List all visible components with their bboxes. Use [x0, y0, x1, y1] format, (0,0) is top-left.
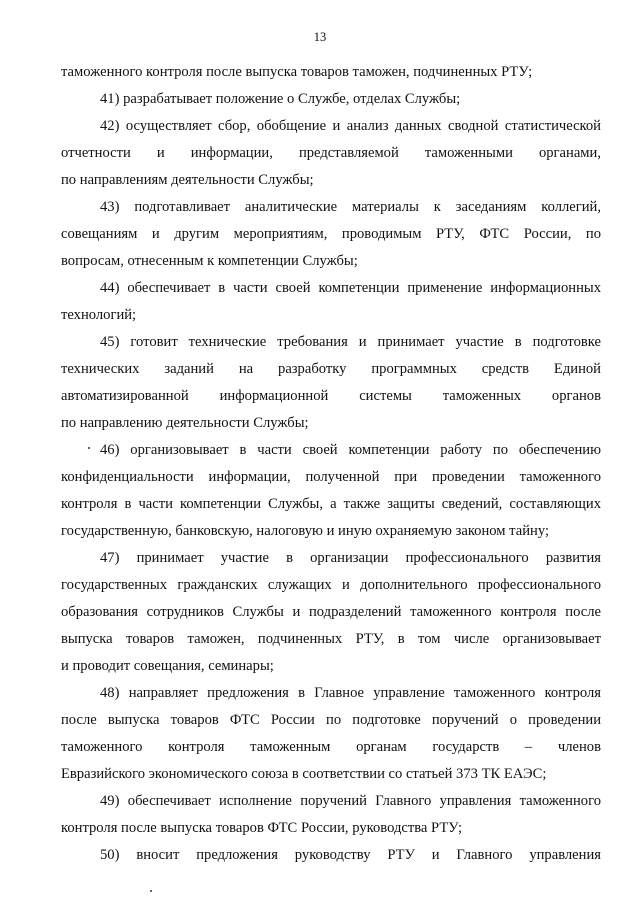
text-line: автоматизированной информационной системы таможенных органов: [61, 388, 601, 404]
item-41-line: 41) разрабатывает положение о Службе, отделах Службы;: [100, 91, 461, 107]
text-line: таможенного контроля таможенным органам государств – членов: [61, 739, 601, 755]
text-line: выпуска товаров таможен, подчиненных РТУ, в том числе организовывает: [61, 631, 601, 647]
text-line: по направлению деятельности Службы;: [61, 415, 309, 431]
item-43-line: 43) подготавливает аналитические материалы к заседаниям коллегий,: [100, 199, 601, 215]
text-line: совещаниям и другим мероприятиям, проводимым РТУ, ФТС России, по: [61, 226, 601, 242]
item-47-line: 47) принимает участие в организации профессионального развития: [100, 550, 601, 566]
text-line: контроля после выпуска товаров ФТС России, руководства РТУ;: [61, 820, 463, 836]
item-50-line: 50) вносит предложения руководству РТУ и Главного управления: [100, 847, 601, 863]
page-number: 13: [313, 30, 327, 44]
text-line: Евразийского экономического союза в соответствии со статьей 373 ТК ЕАЭС;: [61, 766, 547, 782]
text-line: технологий;: [61, 307, 137, 323]
text-line: и проводит совещания, семинары;: [61, 658, 274, 674]
item-49-line: 49) обеспечивает исполнение поручений Главного управления таможенного: [100, 793, 601, 809]
text-line: по направлениям деятельности Службы;: [61, 172, 314, 188]
text-line: конфиденциальности информации, полученной при проведении таможенного: [61, 469, 601, 485]
item-44-line: 44) обеспечивает в части своей компетенции применение информационных: [100, 280, 601, 296]
item-46-line: 46) организовывает в части своей компетенции работу по обеспечению: [100, 442, 601, 458]
text-line: вопросам, отнесенным к компетенции Службы;: [61, 253, 358, 269]
item-45-line: 45) готовит технические требования и принимает участие в подготовке: [100, 334, 601, 350]
item-48-line: 48) направляет предложения в Главное управление таможенного контроля: [100, 685, 601, 701]
item-42-line: 42) осуществляет сбор, обобщение и анализ данных сводной статистической: [100, 118, 601, 134]
text-line: контроля в части компетенции Службы, а также защиты сведений, составляющих: [61, 496, 601, 512]
text-line: государственную, банковскую, налоговую и иную охраняемую законом тайну;: [61, 523, 549, 539]
scan-speck: [150, 890, 152, 892]
text-line: таможенного контроля после выпуска товаров таможен, подчиненных РТУ;: [61, 64, 533, 80]
text-line: государственных гражданских служащих и дополнительного профессионального: [61, 577, 601, 593]
scan-speck: [88, 447, 90, 449]
text-line: технических заданий на разработку программных средств Единой: [61, 361, 601, 377]
text-line: отчетности и информации, представляемой таможенными органами,: [61, 145, 601, 161]
text-line: образования сотрудников Службы и подразделений таможенного контроля после: [61, 604, 601, 620]
text-line: после выпуска товаров ФТС России по подготовке поручений о проведении: [61, 712, 601, 728]
